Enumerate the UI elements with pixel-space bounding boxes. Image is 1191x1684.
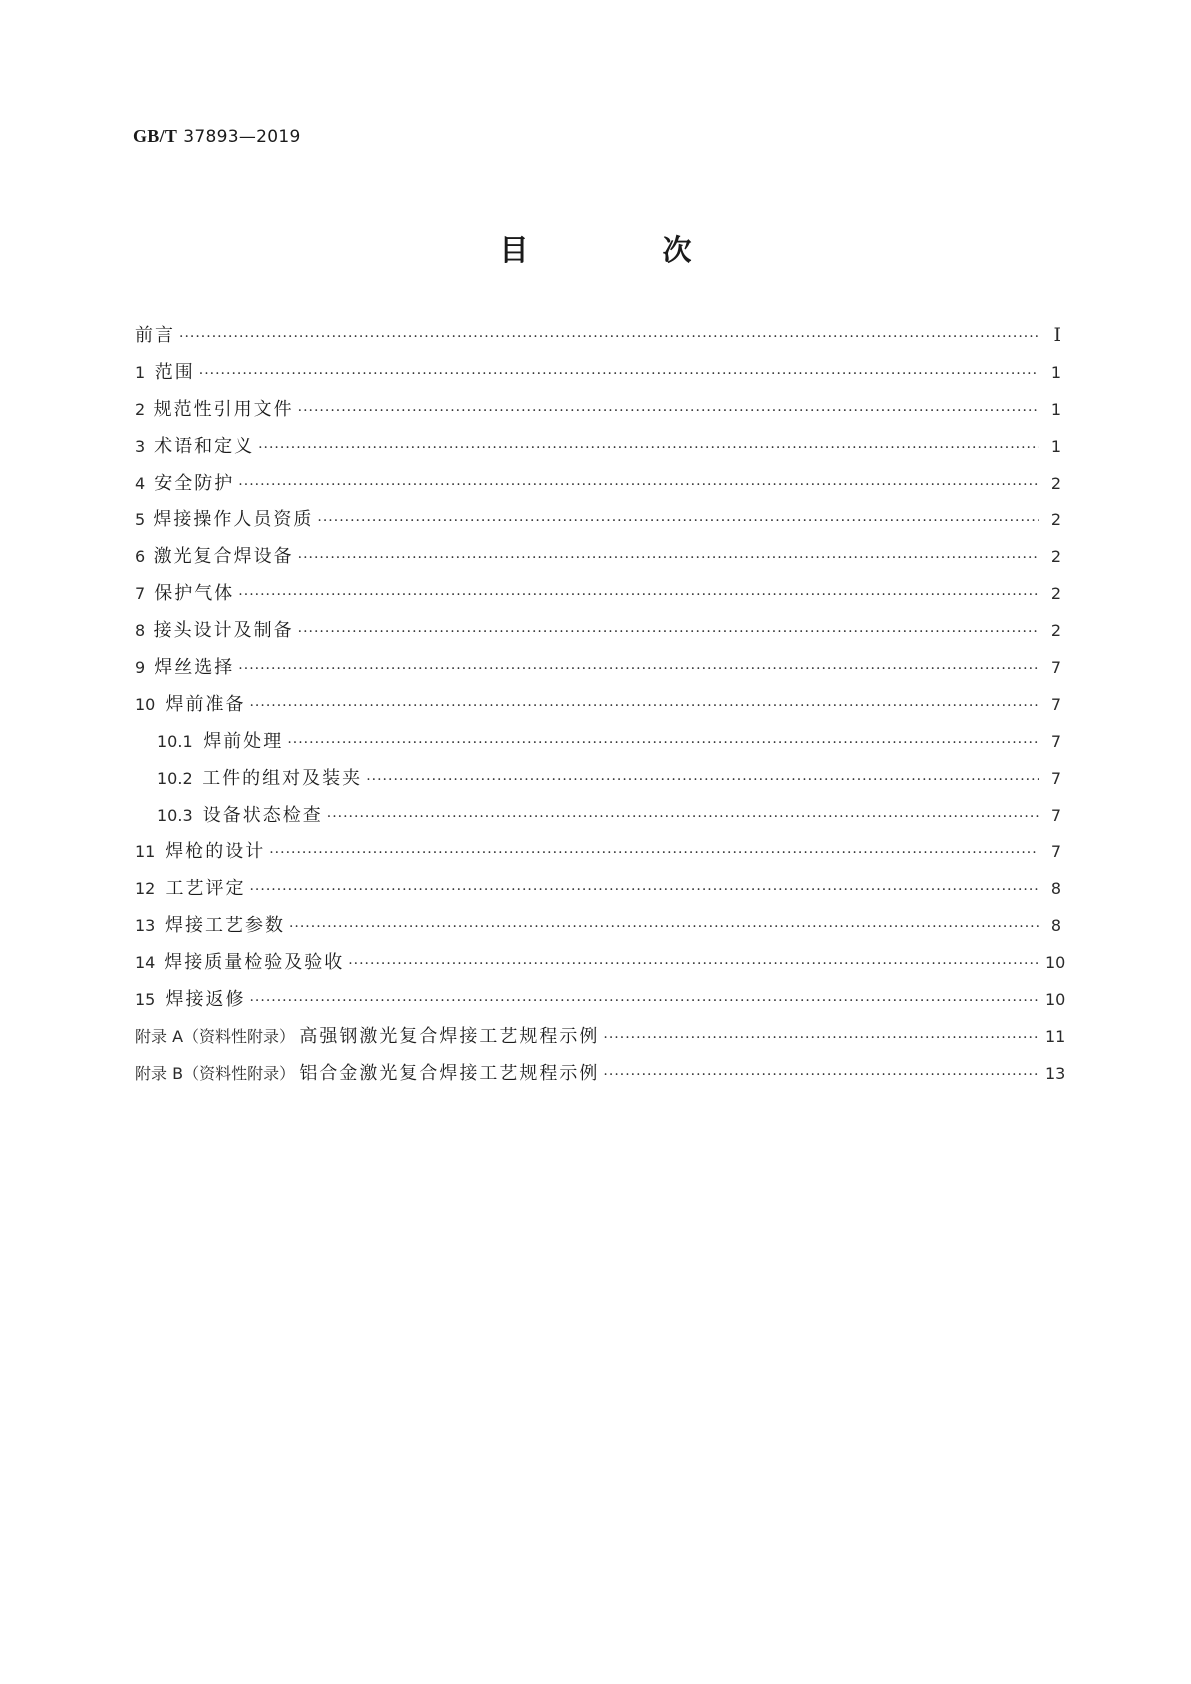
toc-entry-page: 2 — [1050, 584, 1061, 604]
dot-leader — [603, 1064, 1039, 1086]
dot-leader — [249, 695, 1039, 717]
dot-leader — [238, 658, 1039, 680]
toc-entry-number: 3 — [135, 436, 146, 456]
toc-entry-number: 7 — [135, 584, 146, 604]
toc-entry[interactable] — [135, 878, 1061, 915]
toc-entry[interactable] — [135, 1062, 1066, 1100]
dot-leader — [348, 953, 1039, 975]
toc-entry-page: 11 — [1045, 1026, 1066, 1046]
dot-leader — [289, 916, 1039, 938]
dot-leader — [366, 769, 1039, 791]
toc-entry-title: 工艺评定 — [165, 878, 246, 900]
toc-entry-title: 安全防护 — [154, 472, 235, 494]
table-of-contents — [135, 325, 1066, 1100]
toc-entry-title: 焊枪的设计 — [165, 841, 266, 863]
toc-entry-title: 高强钢激光复合焊接工艺规程示例 — [299, 1025, 600, 1047]
toc-entry-title: 焊接工艺参数 — [164, 915, 285, 937]
toc-entry-page: 7 — [1050, 805, 1061, 825]
toc-entry-title: 设备状态检查 — [202, 804, 323, 826]
dot-leader — [287, 732, 1039, 754]
toc-entry-page: 2 — [1050, 547, 1061, 567]
toc-entry[interactable] — [135, 657, 1061, 694]
toc-entry-title: 工件的组对及装夹 — [202, 767, 363, 789]
toc-entry[interactable] — [135, 989, 1066, 1026]
toc-entry-page: 7 — [1050, 731, 1061, 751]
toc-entry[interactable] — [135, 546, 1061, 583]
dot-leader — [317, 510, 1039, 532]
toc-entry[interactable] — [135, 768, 1061, 805]
toc-entry-title: 规范性引用文件 — [153, 398, 294, 420]
toc-entry-number: 1 — [135, 362, 146, 382]
toc-entry-number: 4 — [135, 473, 146, 493]
toc-entry-title: 激光复合焊设备 — [153, 546, 294, 568]
document-code — [133, 126, 301, 147]
dot-leader — [179, 326, 1039, 348]
toc-entry[interactable] — [135, 694, 1061, 731]
toc-entry-page: 8 — [1050, 916, 1061, 936]
toc-entry-title: 焊接质量检验及验收 — [164, 952, 345, 974]
toc-entry[interactable] — [135, 509, 1061, 546]
toc-entry-title: 焊前准备 — [165, 693, 246, 715]
toc-entry-number: 10.3 — [157, 805, 193, 825]
toc-entry-title: 焊接返修 — [165, 989, 246, 1011]
toc-entry-page: 1 — [1050, 362, 1061, 382]
toc-entry-page: 1 — [1050, 436, 1061, 456]
toc-entry-title: 焊接操作人员资质 — [153, 509, 314, 531]
dot-leader — [249, 990, 1039, 1012]
toc-entry-number: 9 — [135, 658, 146, 678]
toc-entry-number: 10.1 — [157, 731, 193, 751]
toc-entry-number: 10.2 — [157, 768, 193, 788]
page-title: 目 次 — [499, 233, 754, 267]
toc-entry-title: 前言 — [135, 325, 175, 346]
toc-entry[interactable] — [135, 915, 1061, 952]
toc-entry-page: 7 — [1050, 658, 1061, 678]
toc-entry-title: 焊丝选择 — [154, 657, 235, 679]
standard-number: 37893—2019 — [183, 127, 301, 147]
toc-entry-page: 10 — [1045, 990, 1066, 1010]
toc-entry-title: 术语和定义 — [154, 435, 255, 457]
dot-leader — [327, 806, 1039, 828]
dot-leader — [298, 547, 1039, 569]
toc-entry[interactable] — [135, 731, 1061, 768]
toc-entry-title: 铝合金激光复合焊接工艺规程示例 — [299, 1062, 600, 1084]
toc-entry-number: 8 — [135, 621, 146, 641]
toc-entry[interactable] — [135, 805, 1061, 842]
toc-entry[interactable] — [135, 1025, 1066, 1063]
toc-entry-page: 7 — [1050, 842, 1061, 862]
dot-leader — [603, 1027, 1039, 1049]
toc-entry-number: 5 — [135, 510, 146, 530]
toc-entry-title: 接头设计及制备 — [153, 620, 294, 642]
dot-leader — [238, 584, 1039, 606]
toc-entry-number: 15 — [135, 990, 156, 1010]
toc-entry-page: 7 — [1050, 768, 1061, 788]
toc-entry-page: 2 — [1050, 473, 1061, 493]
toc-entry-number: 11 — [135, 842, 156, 862]
toc-entry[interactable] — [135, 325, 1061, 362]
toc-entry-page: 2 — [1050, 510, 1061, 530]
toc-entry-page: 7 — [1050, 694, 1061, 714]
standard-prefix: GB/T — [133, 126, 178, 146]
toc-entry-title: 焊前处理 — [203, 730, 284, 752]
dot-leader — [298, 621, 1039, 643]
dot-leader — [199, 363, 1039, 385]
toc-entry-page: 10 — [1045, 953, 1066, 973]
toc-entry-title: 保护气体 — [154, 583, 235, 605]
toc-entry[interactable] — [135, 362, 1061, 399]
dot-leader — [298, 400, 1039, 422]
toc-entry-number: 13 — [135, 916, 156, 936]
dot-leader — [238, 474, 1039, 496]
toc-entry-number: 14 — [135, 953, 156, 973]
toc-entry[interactable] — [135, 952, 1066, 989]
dot-leader — [249, 879, 1039, 901]
toc-entry-number: 2 — [135, 399, 146, 419]
toc-entry[interactable] — [135, 620, 1061, 657]
toc-entry-number: 12 — [135, 879, 156, 899]
toc-entry[interactable] — [135, 473, 1061, 510]
dot-leader — [269, 842, 1039, 864]
toc-entry-page: 2 — [1050, 621, 1061, 641]
toc-entry-number: 6 — [135, 547, 146, 567]
toc-entry-page: 1 — [1050, 399, 1061, 419]
toc-entry-title: 范围 — [154, 361, 195, 383]
toc-entry-page: Ⅰ — [1053, 325, 1061, 346]
dot-leader — [258, 437, 1039, 459]
toc-entry-number: 附录 B（资料性附录） — [135, 1063, 296, 1083]
toc-entry-page: 13 — [1045, 1063, 1066, 1083]
toc-entry[interactable] — [135, 841, 1061, 878]
toc-entry-page: 8 — [1050, 879, 1061, 899]
toc-entry[interactable] — [135, 583, 1061, 620]
toc-entry-number: 附录 A（资料性附录） — [135, 1026, 296, 1046]
toc-entry-number: 10 — [135, 694, 156, 714]
toc-entry[interactable] — [135, 436, 1061, 473]
toc-entry[interactable] — [135, 399, 1061, 436]
